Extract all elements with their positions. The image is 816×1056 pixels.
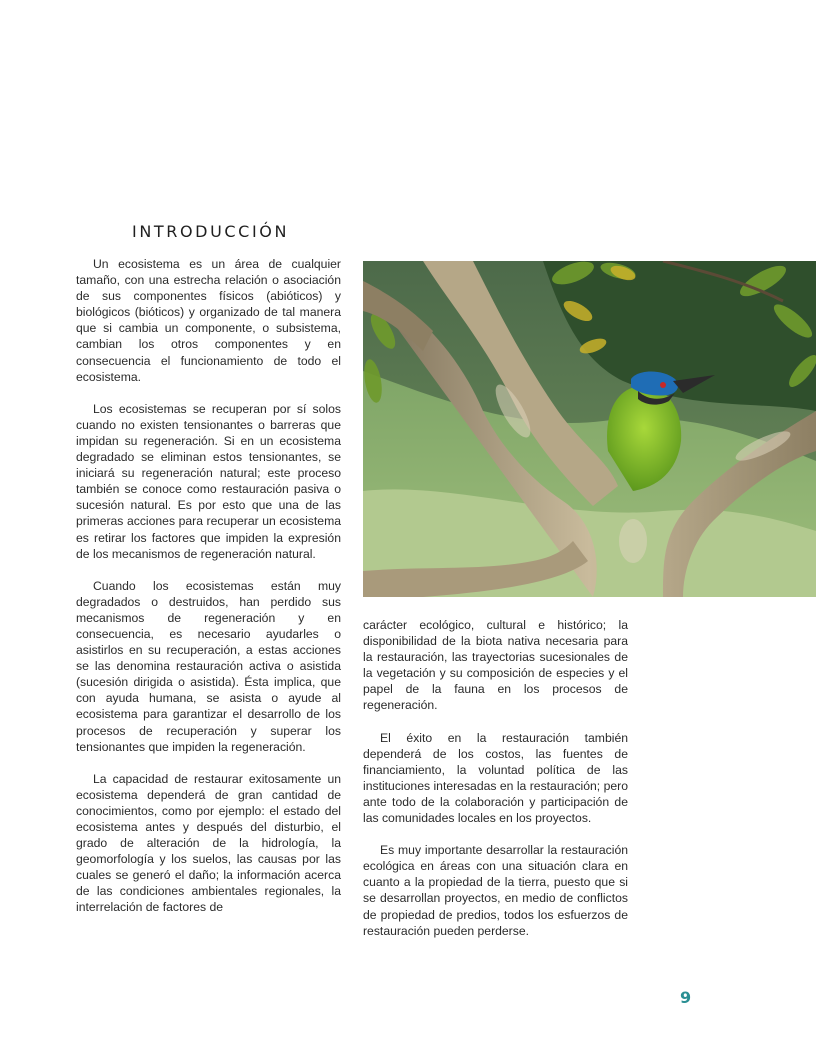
page-number: 9	[680, 988, 692, 1007]
paragraph: Cuando los ecosistemas están muy degradados o destruidos, han perdido sus mecanismos de regeneración y en consecuencia, es necesario ayudarles o asistirlos en su recuperación, a estas acciones se las denomina restauración activa o asistida (sucesión dirigida o asistida). Ésta implica, que con ayuda humana, se asista o ayude al ecosistema para garantizar el desarrollo de los procesos de recuperación y superar los tensionantes que impiden la regeneración.	[76, 578, 341, 754]
left-text-column	[76, 256, 341, 932]
section-title: INTRODUCCIÓN	[132, 222, 290, 241]
paragraph: Es muy importante desarrollar la restauración ecológica en áreas con una situación clara en cuanto a la propiedad de la tierra, puesto que si se desarrollan proyectos, en medio de conflictos de propiedad de predios, todos los esfuerzos de restauración pueden perderse.	[363, 843, 628, 938]
paragraph: El éxito en la restauración también dependerá de los costos, las fuentes de financiamiento, la voluntad política de las instituciones interesadas en la restauración; pero ante todo de la colaboración y participación de las comunidades locales en los proyectos.	[363, 730, 628, 826]
paragraph: Los ecosistemas se recuperan por sí solos cuando no existen tensionantes o barreras que impidan su regeneración. Si en un ecosistema degradado se eliminan estos tensionantes, se iniciará su regeneración natural; este proceso también se conoce como restauración pasiva o sucesión natural. Es por esto que una de las primeras acciones para recuperar un ecosistema es retirar los factores que impiden la expresión de los mecanismos de regeneración natural.	[76, 401, 341, 561]
paragraph: carácter ecológico, cultural e histórico; la disponibilidad de la biota nativa necesaria para la restauración, las trayectorias sucesionales de la vegetación y su composición de especies y el papel de la fauna en los procesos de regeneración.	[363, 618, 628, 713]
paragraph: La capacidad de restaurar exitosamente un ecosistema dependerá de gran cantidad de conocimientos, como por ejemplo: el estado del ecosistema antes y después del disturbio, el grado de alteración de la hidrología, la geomorfología y los suelos, las causas por las cuales se generó el daño; la información acerca de las condiciones ambientales regionales, la interrelación de factores de	[76, 771, 341, 915]
right-text-column	[363, 617, 628, 955]
bird-in-tree-photo	[363, 261, 816, 597]
paragraph: Un ecosistema es un área de cualquier tamaño, con una estrecha relación o asociación de sus componentes físicos (abióticos) y biológicos (bióticos) y organizado de tal manera que si cambia un componente, o subsistema, cambian los otros componentes y en consecuencia el funcionamiento de todo el ecosistema.	[76, 257, 341, 384]
